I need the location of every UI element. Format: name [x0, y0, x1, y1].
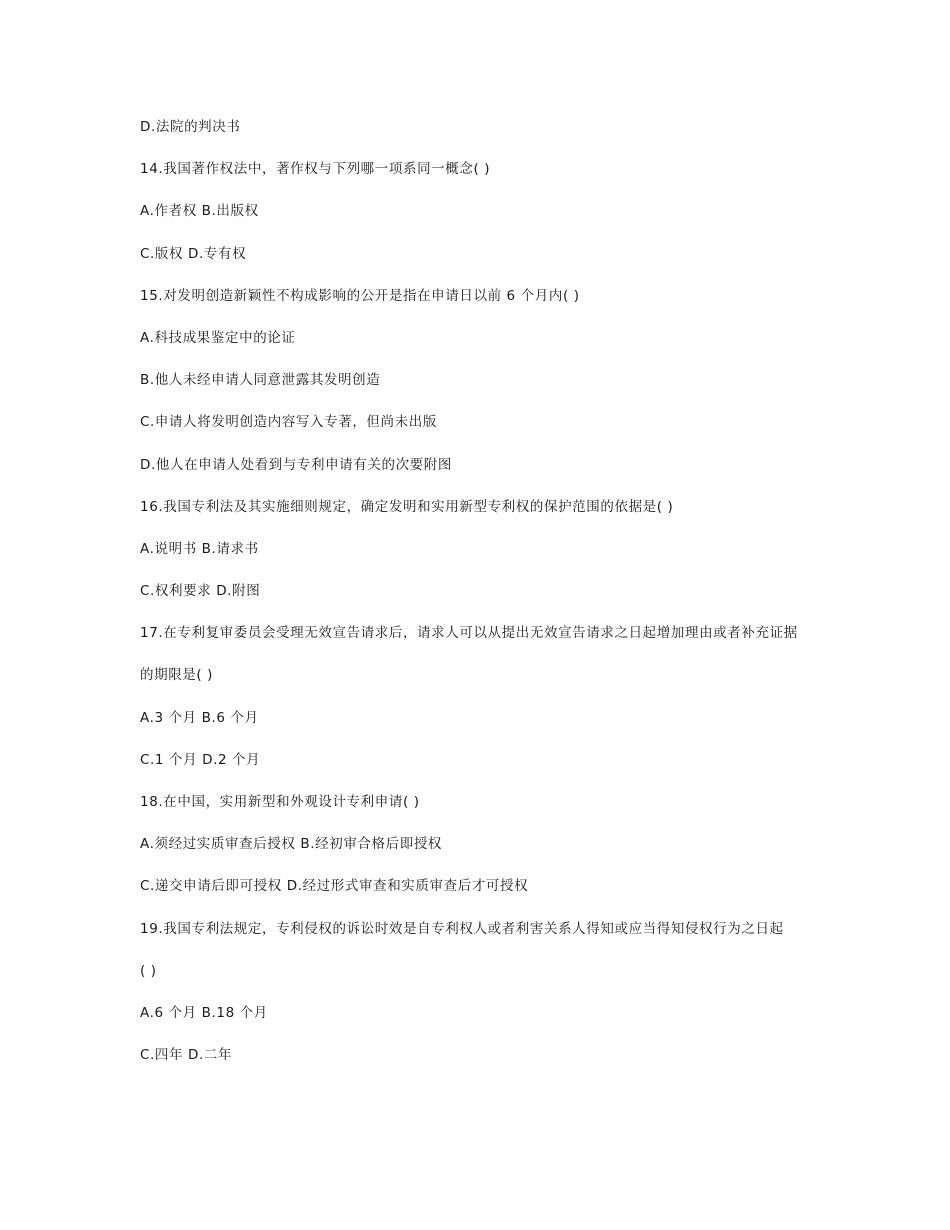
option-line: A.6 个月 B.18 个月 — [140, 1004, 268, 1021]
document-body — [140, 116, 820, 1086]
question-16: 16.我国专利法及其实施细则规定，确定发明和实用新型专利权的保护范围的依据是( ) — [140, 498, 674, 515]
option-line: C.权利要求 D.附图 — [140, 583, 261, 600]
question-17-continuation: 的期限是( ) — [140, 667, 214, 684]
option-line: A.须经过实质审查后授权 B.经初审合格后即授权 — [140, 836, 443, 853]
question-18: 18.在中国，实用新型和外观设计专利申请( ) — [140, 794, 420, 810]
question-15: 15.对发明创造新颖性不构成影响的公开是指在申请日以前 6 个月内( ) — [140, 287, 580, 304]
option-line: C.四年 D.二年 — [140, 1047, 233, 1064]
option-line: B.他人未经申请人同意泄露其发明创造 — [140, 372, 381, 389]
option-line: A.说明书 B.请求书 — [140, 540, 259, 557]
option-line: A.科技成果鉴定中的论证 — [140, 329, 296, 346]
question-14: 14.我国著作权法中，著作权与下列哪一项系同一概念( ) — [140, 161, 491, 178]
option-line: C.申请人将发明创造内容写入专著，但尚未出版 — [140, 414, 437, 431]
option-line: C.递交申请后即可授权 D.经过形式审查和实质审查后才可授权 — [140, 878, 529, 895]
option-line: D.法院的判决书 — [140, 119, 241, 135]
question-19: 19.我国专利法规定，专利侵权的诉讼时效是自专利权人或者利害关系人得知或应当得知侵权行为之日起 — [140, 920, 784, 937]
option-line: C.版权 D.专有权 — [140, 245, 247, 262]
option-line: A.3 个月 B.6 个月 — [140, 709, 259, 726]
question-19-continuation: ( ) — [140, 962, 157, 979]
question-17: 17.在专利复审委员会受理无效宣告请求后，请求人可以从提出无效宣告请求之日起增加理由或者补充证据 — [140, 625, 798, 642]
option-line: A.作者权 B.出版权 — [140, 203, 259, 220]
option-line: D.他人在申请人处看到与专利申请有关的次要附图 — [140, 456, 452, 473]
option-line: C.1 个月 D.2 个月 — [140, 751, 261, 768]
